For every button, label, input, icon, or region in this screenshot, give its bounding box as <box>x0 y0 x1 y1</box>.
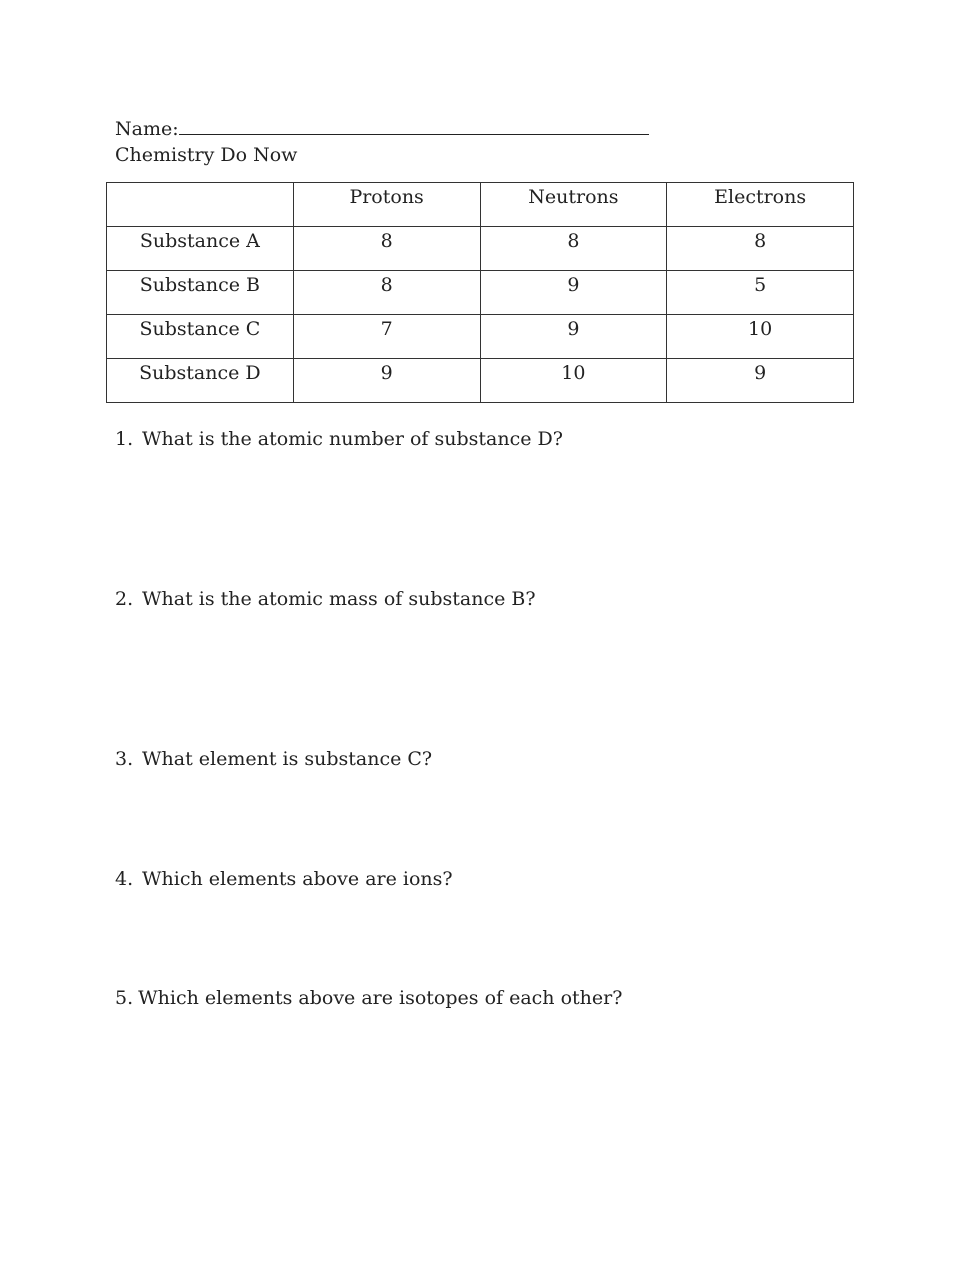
name-field <box>115 116 649 140</box>
question-number: 4. <box>115 868 134 890</box>
column-header-electrons: Electrons <box>667 183 854 227</box>
name-label: Name: <box>115 118 179 140</box>
column-header <box>107 183 294 227</box>
protons-cell: 8 <box>293 271 480 315</box>
neutrons-cell: 9 <box>480 315 667 359</box>
table-row <box>107 227 854 271</box>
substance-table <box>106 182 854 403</box>
question-text: Which elements above are ions? <box>142 868 453 890</box>
electrons-cell: 8 <box>667 227 854 271</box>
electrons-cell: 10 <box>667 315 854 359</box>
question-number: 3. <box>115 748 134 770</box>
question-text: Which elements above are isotopes of each other? <box>138 987 623 1009</box>
question-3 <box>115 748 432 770</box>
column-header-protons: Protons <box>293 183 480 227</box>
row-label: Substance C <box>107 315 294 359</box>
table-row <box>107 359 854 403</box>
neutrons-cell: 8 <box>480 227 667 271</box>
question-4 <box>115 868 453 890</box>
neutrons-cell: 10 <box>480 359 667 403</box>
protons-cell: 9 <box>293 359 480 403</box>
table-row <box>107 271 854 315</box>
question-number: 1. <box>115 428 134 450</box>
table-row <box>107 315 854 359</box>
row-label: Substance B <box>107 271 294 315</box>
protons-cell: 7 <box>293 315 480 359</box>
electrons-cell: 9 <box>667 359 854 403</box>
question-text: What is the atomic number of substance D? <box>142 428 563 450</box>
question-number: 5. <box>115 987 134 1009</box>
column-header-neutrons: Neutrons <box>480 183 667 227</box>
electrons-cell: 5 <box>667 271 854 315</box>
table-header-row <box>107 183 854 227</box>
worksheet-title: Chemistry Do Now <box>115 144 298 166</box>
question-number: 2. <box>115 588 134 610</box>
protons-cell: 8 <box>293 227 480 271</box>
question-1 <box>115 428 563 450</box>
question-5 <box>115 987 622 1009</box>
name-blank-line <box>179 116 649 135</box>
row-label: Substance D <box>107 359 294 403</box>
row-label: Substance A <box>107 227 294 271</box>
question-text: What element is substance C? <box>142 748 433 770</box>
question-text: What is the atomic mass of substance B? <box>142 588 536 610</box>
neutrons-cell: 9 <box>480 271 667 315</box>
question-2 <box>115 588 536 610</box>
